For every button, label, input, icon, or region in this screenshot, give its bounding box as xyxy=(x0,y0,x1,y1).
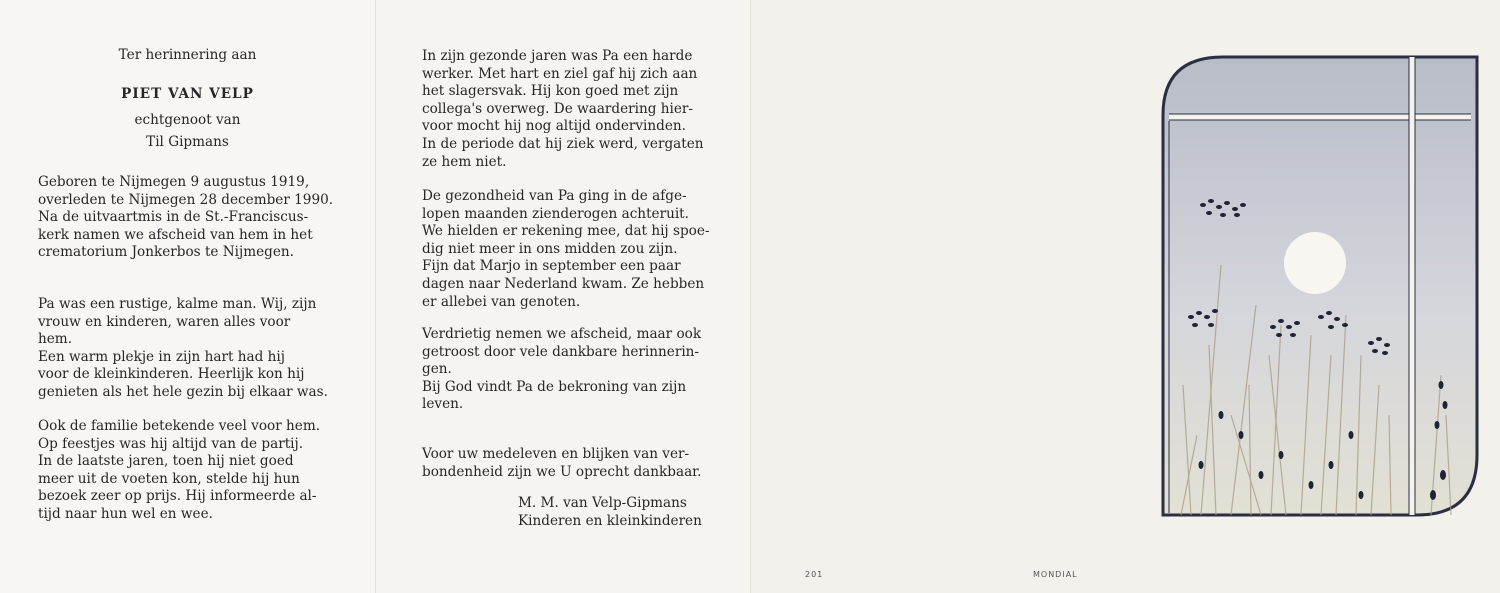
text-line: vrouw en kinderen, waren alles voor xyxy=(38,313,291,330)
text-line: er allebei van genoten. xyxy=(422,293,581,310)
intro-text: Ter herinnering aan xyxy=(118,47,257,63)
text-line: lopen maanden zienderogen achteruit. xyxy=(422,205,689,222)
text-line: meer uit de voeten kon, stelde hij hun xyxy=(38,470,300,487)
health-paragraph xyxy=(422,188,732,311)
work-paragraph xyxy=(422,48,732,171)
moon xyxy=(1284,232,1346,294)
text-line: hem. xyxy=(38,331,73,348)
text-line: Kinderen en kleinkinderen xyxy=(518,512,702,529)
text-line: Na de uitvaartmis in de St.-Franciscus- xyxy=(38,209,309,226)
deceased-name: PIET VAN VELP xyxy=(121,86,254,102)
middle-page xyxy=(375,0,751,593)
text-line: kerk namen we afscheid van hem in het xyxy=(38,226,313,243)
family-paragraph xyxy=(38,418,348,524)
text-line: genieten als het hele gezin bij elkaar was. xyxy=(38,383,328,400)
text-line: In de laatste jaren, toen hij niet goed xyxy=(38,453,294,470)
text-line: De gezondheid van Pa ging in de afge- xyxy=(422,188,687,204)
text-line: Ook de familie betekende veel voor hem. xyxy=(38,418,321,434)
text-line: In zijn gezonde jaren was Pa een harde xyxy=(422,48,693,64)
text-line: M. M. van Velp-Gipmans xyxy=(518,495,687,511)
thanks-paragraph xyxy=(422,446,732,481)
text-line: getroost door vele dankbare herinnerin- xyxy=(422,343,700,360)
back-page xyxy=(750,0,1500,593)
text-line: werker. Met hart en ziel gaf hij zich aan xyxy=(422,65,698,82)
window-illustration xyxy=(1161,55,1481,525)
text-line: leven. xyxy=(422,396,464,413)
text-line: Voor uw medeleven en blijken van ver- xyxy=(422,446,690,462)
text-line: Verdrietig nemen we afscheid, maar ook xyxy=(422,326,702,342)
text-line: het slagersvak. Hij kon goed met zijn xyxy=(422,83,679,100)
text-line: crematorium Jonkerbos te Nijmegen. xyxy=(38,244,295,261)
text-line: dagen naar Nederland kwam. Ze hebben xyxy=(422,275,705,292)
brand-label: MONDIAL xyxy=(1033,570,1078,579)
text-line: Geboren te Nijmegen 9 augustus 1919, xyxy=(38,174,310,190)
text-line: gen. xyxy=(422,361,452,378)
signature xyxy=(518,495,738,530)
text-line: overleden te Nijmegen 28 december 1990. xyxy=(38,191,334,208)
text-line: ze hem niet. xyxy=(422,153,507,170)
text-line: Bij God vindt Pa de bekroning van zijn xyxy=(422,378,687,395)
left-page xyxy=(0,0,375,593)
text-line: Fijn dat Marjo in september een paar xyxy=(422,258,681,275)
text-line: tijd naar hun wel en wee. xyxy=(38,505,213,522)
character-paragraph xyxy=(38,296,348,402)
page-number: 201 xyxy=(805,570,824,579)
text-line: We hielden er rekening mee, dat hij spoe- xyxy=(422,223,710,240)
text-line: voor de kleinkinderen. Heerlijk kon hij xyxy=(38,366,305,383)
text-line: bondenheid zijn we U oprecht dankbaar. xyxy=(422,463,702,480)
text-line: Een warm plekje in zijn hart had hij xyxy=(38,348,285,365)
spouse-name: Til Gipmans xyxy=(146,134,229,150)
birth-death-paragraph xyxy=(38,174,348,262)
text-line: voor mocht hij nog altijd ondervinden. xyxy=(422,118,686,135)
text-line: collega's overweg. De waardering hier- xyxy=(422,100,694,117)
spouse-prefix: echtgenoot van xyxy=(134,112,241,128)
text-line: dig niet meer in ons midden zou zijn. xyxy=(422,240,678,257)
text-line: In de periode dat hij ziek werd, vergaten xyxy=(422,135,704,152)
text-line: Op feestjes was hij altijd van de partij. xyxy=(38,435,304,452)
farewell-paragraph xyxy=(422,326,732,414)
text-line: Pa was een rustige, kalme man. Wij, zijn xyxy=(38,296,317,312)
text-line: bezoek zeer op prijs. Hij informeerde al- xyxy=(38,488,317,505)
